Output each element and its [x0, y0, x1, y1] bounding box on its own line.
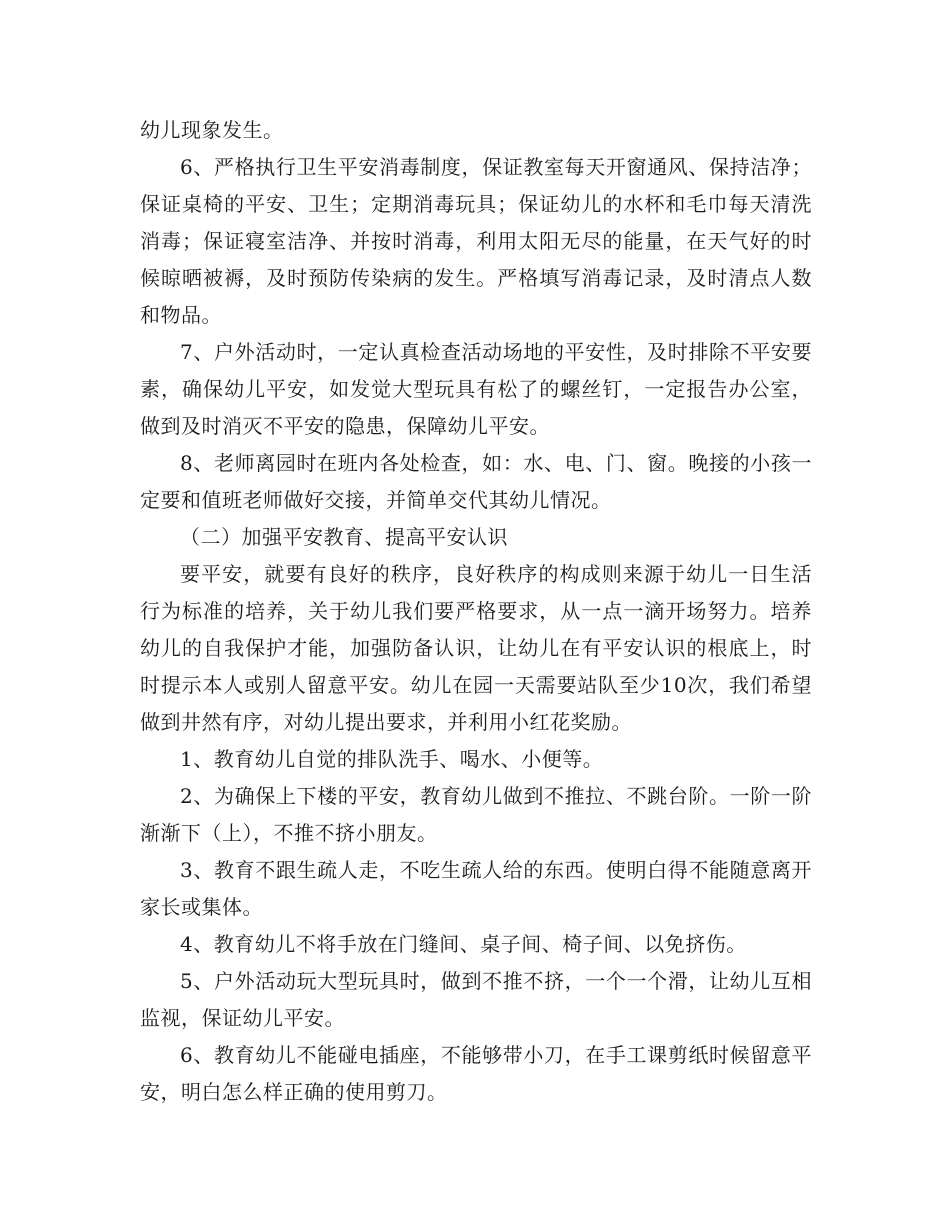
paragraph-item-8-departure: 8、老师离园时在班内各处检查，如：水、电、门、窗。晚接的小孩一定要和值班老师做好交接，并简单交代其幼儿情况。	[140, 451, 812, 512]
paragraph-intro: 要平安，就要有良好的秩序，良好秩序的构成则来源于幼儿一日生活行为标准的培养，关于幼儿我们要严格要求，从一点一滴开场努力。培养幼儿的自我保护才能，加强防备认识，让幼儿在有平安认识的根底上，时时提示本人或别人留意平安。幼儿在园一天需要站队至少10次，我们希望做到井然有序，对幼儿提出要求，并利用小红花奖励。	[140, 562, 812, 734]
paragraph-item-1-queue: 1、教育幼儿自觉的排队洗手、喝水、小便等。	[180, 747, 604, 771]
paragraph-continuation: 幼儿现象发生。	[140, 118, 284, 142]
paragraph-item-2-stairs: 2、为确保上下楼的平安，教育幼儿做到不推拉、不跳台阶。一阶一阶渐渐下（上），不推不挤小朋友。	[140, 784, 812, 845]
section-heading: （二）加强平安教育、提高平安认识	[180, 525, 508, 549]
paragraph-item-5-playground: 5、户外活动玩大型玩具时，做到不推不挤，一个一个滑，让幼儿互相监视，保证幼儿平安。	[140, 969, 812, 1030]
paragraph-item-4-pinch: 4、教育幼儿不将手放在门缝间、桌子间、椅子间、以免挤伤。	[180, 932, 747, 956]
paragraph-item-3-strangers: 3、教育不跟生疏人走，不吃生疏人给的东西。使明白得不能随意离开家长或集体。	[140, 858, 812, 919]
paragraph-item-7-outdoor: 7、户外活动时，一定认真检查活动场地的平安性，及时排除不平安要素，确保幼儿平安，如发觉大型玩具有松了的螺丝钉，一定报告办公室，做到及时消灭不平安的隐患，保障幼儿平安。	[140, 340, 812, 438]
paragraph-item-6-disinfection: 6、严格执行卫生平安消毒制度，保证教室每天开窗通风、保持洁净；保证桌椅的平安、卫生；定期消毒玩具；保证幼儿的水杯和毛巾每天清洗消毒；保证寝室洁净、并按时消毒，利用太阳无尽的能量，在天气好的时候晾晒被褥，及时预防传染病的发生。严格填写消毒记录，及时清点人数和物品。	[140, 155, 812, 327]
document-body	[140, 112, 812, 1111]
paragraph-item-6-scissors: 6、教育幼儿不能碰电插座，不能够带小刀，在手工课剪纸时候留意平安，明白怎么样正确的使用剪刀。	[140, 1043, 812, 1104]
